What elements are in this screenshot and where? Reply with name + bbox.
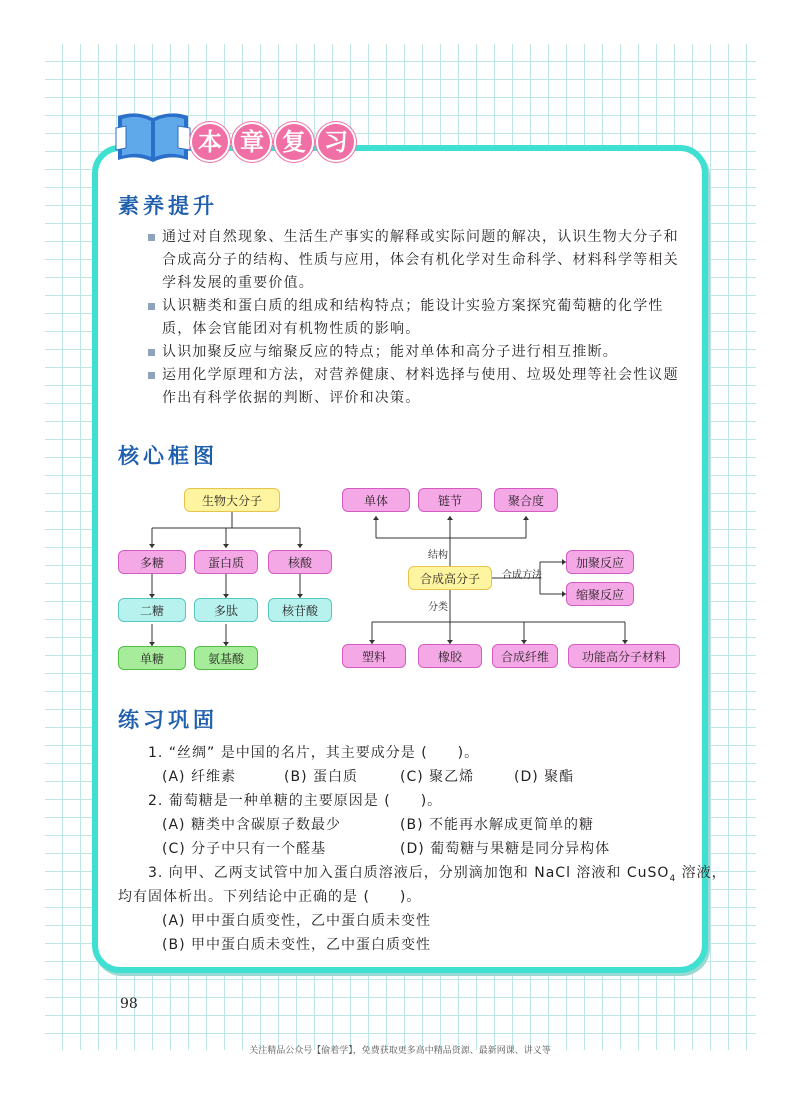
node-polysaccharide: 多糖 [118, 550, 186, 574]
q3-subscript: 4 [669, 873, 677, 884]
q1-option-d: (D) 聚酯 [514, 769, 575, 785]
section-title-framework: 核心框图 [118, 444, 218, 468]
node-functional-polymer: 功能高分子材料 [568, 644, 680, 668]
node-addition-polymerization: 加聚反应 [566, 550, 634, 574]
node-biomacromolecule: 生物大分子 [184, 488, 280, 512]
node-nucleic-acid: 核酸 [268, 550, 332, 574]
node-disaccharide: 二糖 [118, 598, 186, 622]
q3-option-a: (A) 甲中蛋白质变性，乙中蛋白质未变性 [162, 913, 431, 929]
node-plastic: 塑料 [342, 644, 406, 668]
chapter-review-header [190, 122, 356, 162]
section-title-practice: 练习巩固 [118, 708, 218, 732]
node-nucleotide: 核苷酸 [268, 598, 332, 622]
node-condensation-polymerization: 缩聚反应 [566, 582, 634, 606]
node-repeat-unit: 链节 [418, 488, 482, 512]
node-synthetic-fiber: 合成纤维 [492, 644, 558, 668]
q1-option-c: (C) 聚乙烯 [400, 769, 475, 785]
q3-option-b: (B) 甲中蛋白质未变性，乙中蛋白质变性 [162, 937, 431, 953]
header-char: 习 [316, 122, 356, 162]
q1-option-b: (B) 蛋白质 [284, 769, 358, 785]
question-3-stem [148, 862, 727, 884]
core-framework-diagram [110, 480, 700, 680]
node-rubber: 橡胶 [418, 644, 482, 668]
footer-note: 关注精品公众号【偷着学】，免费获取更多高中精品资源、最新网课、讲义等 [249, 1046, 551, 1056]
node-polypeptide: 多肽 [194, 598, 258, 622]
q2-option-c: (C) 分子中只有一个醛基 [162, 841, 327, 857]
node-protein: 蛋白质 [194, 550, 258, 574]
node-amino-acid: 氨基酸 [194, 646, 258, 670]
node-degree-of-polymerization: 聚合度 [494, 488, 558, 512]
label-classification: 分类 [428, 602, 448, 613]
node-monomer: 单体 [342, 488, 410, 512]
node-monosaccharide: 单糖 [118, 646, 186, 670]
header-char: 本 [190, 122, 230, 162]
question-3-stem-cont: 均有固体析出。下列结论中正确的是 ( )。 [118, 889, 422, 905]
section-title-literacy: 素养提升 [118, 194, 218, 218]
header-char: 复 [274, 122, 314, 162]
q2-option-b: (B) 不能再水解成更简单的糖 [400, 817, 594, 833]
bullet-item: 认识糖类和蛋白质的组成和结构特点；能设计实验方案探究葡萄糖的化学性质，体会官能团对有机物性质的影响。 [146, 295, 686, 341]
node-synthetic-polymer: 合成高分子 [408, 566, 492, 590]
bullet-item: 运用化学原理和方法，对营养健康、材料选择与使用、垃圾处理等社会性议题作出有科学依据的判断、评价和决策。 [146, 364, 686, 410]
bullet-item: 通过对自然现象、生活生产事实的解释或实际问题的解决，认识生物大分子和合成高分子的结构、性质与应用，体会有机化学对生命科学、材料科学等相关学科发展的重要价值。 [146, 226, 686, 295]
q2-option-a: (A) 糖类中含碳原子数最少 [162, 817, 341, 833]
header-char: 章 [232, 122, 272, 162]
question-1-stem: 1. “丝绸” 是中国的名片，其主要成分是 ( )。 [148, 745, 480, 761]
bullet-item: 认识加聚反应与缩聚反应的特点；能对单体和高分子进行相互推断。 [146, 341, 686, 364]
book-icon [112, 108, 194, 166]
q2-option-d: (D) 葡萄糖与果糖是同分异构体 [400, 841, 611, 857]
literacy-bullet-list [146, 226, 686, 410]
q3-stem-part: 溶液， [676, 865, 727, 881]
question-2-stem: 2. 葡萄糖是一种单糖的主要原因是 ( )。 [148, 793, 443, 809]
q1-option-a: (A) 纤维素 [162, 769, 236, 785]
q3-stem-part: 3. 向甲、乙两支试管中加入蛋白质溶液后，分别滴加饱和 NaCl 溶液和 CuSO [148, 865, 670, 881]
page-number: 98 [120, 996, 138, 1012]
label-structure: 结构 [428, 550, 448, 561]
label-synthesis-method: 合成方法 [502, 570, 542, 581]
